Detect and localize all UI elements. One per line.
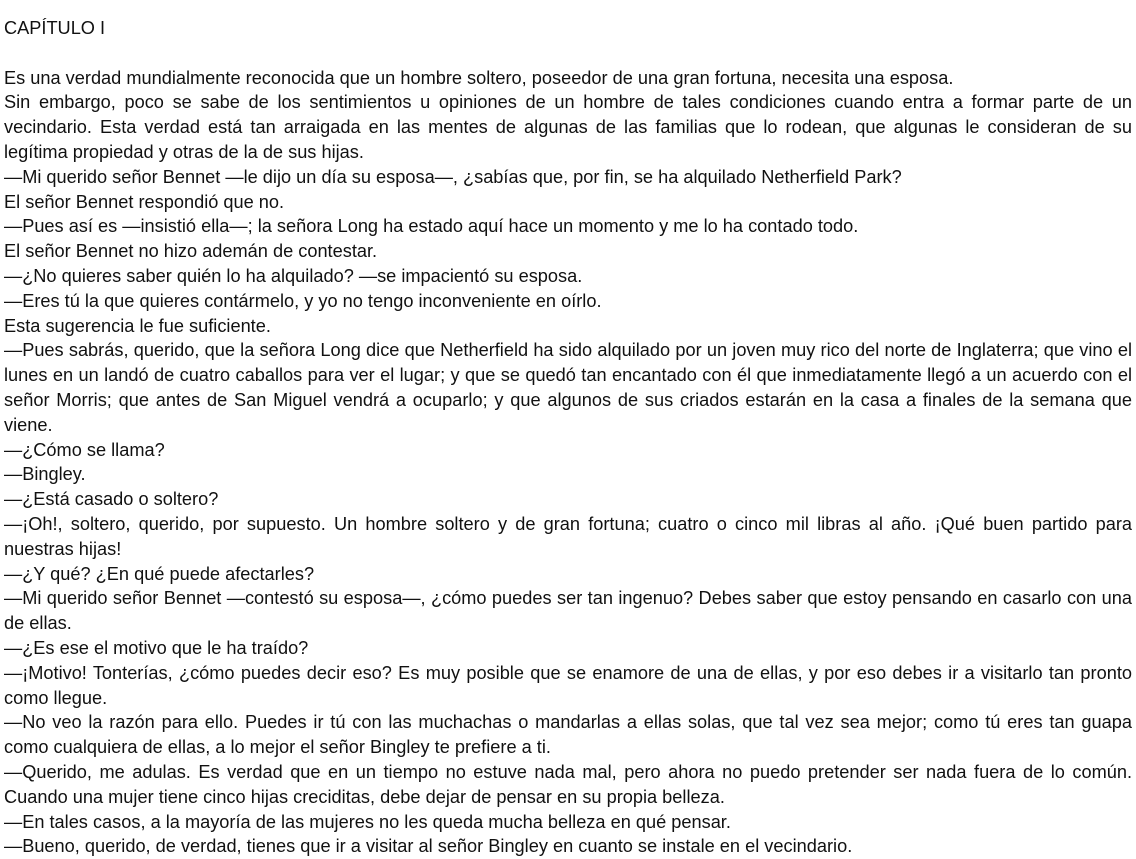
chapter-title: CAPÍTULO I xyxy=(4,18,106,38)
paragraph: —Bingley. xyxy=(4,464,86,485)
paragraph: —No veo la razón para ello. Puedes ir tú con las muchachas o mandarlas a ellas solas, que tal vez sea mejor; como tú eres tan guapa como cualquiera de ellas, a lo mejor el señor Bingley te prefiere a ti. xyxy=(4,712,1132,758)
paragraph: —Mi querido señor Bennet —contestó su esposa—, ¿cómo puedes ser tan ingenuo? Debes saber que estoy pensando en casarlo con una de ellas. xyxy=(4,588,1132,634)
paragraph: Sin embargo, poco se sabe de los sentimientos u opiniones de un hombre de tales condiciones cuando entra a formar parte de un vecindario. Esta verdad está tan arraigada en las mentes de algunas de las familias que lo rodean, que algunas le consideran de su legítima propiedad y otras de la de sus hijas. xyxy=(4,92,1132,162)
paragraph: —Querido, me adulas. Es verdad que en un tiempo no estuve nada mal, pero ahora no puedo pretender ser nada fuera de lo común. Cuando una mujer tiene cinco hijas creciditas, debe dejar de pensar en su propia belleza. xyxy=(4,761,1132,807)
paragraph: —¿Y qué? ¿En qué puede afectarles? xyxy=(4,563,315,584)
paragraph: —¿Cómo se llama? xyxy=(4,439,165,460)
paragraph: —Bueno, querido, de verdad, tienes que ir a visitar al señor Bingley en cuanto se instale en el vecindario. xyxy=(4,836,853,857)
paragraph: —Pues sabrás, querido, que la señora Long dice que Netherfield ha sido alquilado por un joven muy rico del norte de Inglaterra; que vino el lunes en un landó de cuatro caballos para ver el lugar; y que se quedó tan encantado con él que inmediatamente llegó a un acuerdo con el señor Morris; que antes de San Miguel vendrá a ocuparlo; y que algunos de sus criados estarán en la casa a finales de la semana que viene. xyxy=(4,340,1132,435)
title-spacer xyxy=(4,41,1132,66)
paragraph: Esta sugerencia le fue suficiente. xyxy=(4,315,271,336)
paragraph: El señor Bennet no hizo ademán de contestar. xyxy=(4,241,378,262)
document-page xyxy=(4,16,1132,859)
paragraph: El señor Bennet respondió que no. xyxy=(4,191,285,212)
paragraph: —¿No quieres saber quién lo ha alquilado? —se impacientó su esposa. xyxy=(4,265,583,286)
paragraph: —Mi querido señor Bennet —le dijo un día su esposa—, ¿sabías que, por fin, se ha alquilado Netherfield Park? xyxy=(4,166,902,187)
paragraph: —¡Motivo! Tonterías, ¿cómo puedes decir eso? Es muy posible que se enamore de una de ellas, y por eso debes ir a visitarlo tan pronto como llegue. xyxy=(4,662,1132,708)
paragraph: —Eres tú la que quieres contármelo, y yo no tengo inconveniente en oírlo. xyxy=(4,290,602,311)
paragraph: —Pues así es —insistió ella—; la señora Long ha estado aquí hace un momento y me lo ha contado todo. xyxy=(4,216,859,237)
paragraph: —¡Oh!, soltero, querido, por supuesto. Un hombre soltero y de gran fortuna; cuatro o cinco mil libras al año. ¡Qué buen partido para nuestras hijas! xyxy=(4,513,1132,559)
paragraph: Es una verdad mundialmente reconocida que un hombre soltero, poseedor de una gran fortuna, necesita una esposa. xyxy=(4,67,954,88)
paragraph: —¿Está casado o soltero? xyxy=(4,489,219,510)
paragraph: —En tales casos, a la mayoría de las mujeres no les queda mucha belleza en qué pensar. xyxy=(4,811,731,832)
paragraph: —¿Es ese el motivo que le ha traído? xyxy=(4,637,309,658)
